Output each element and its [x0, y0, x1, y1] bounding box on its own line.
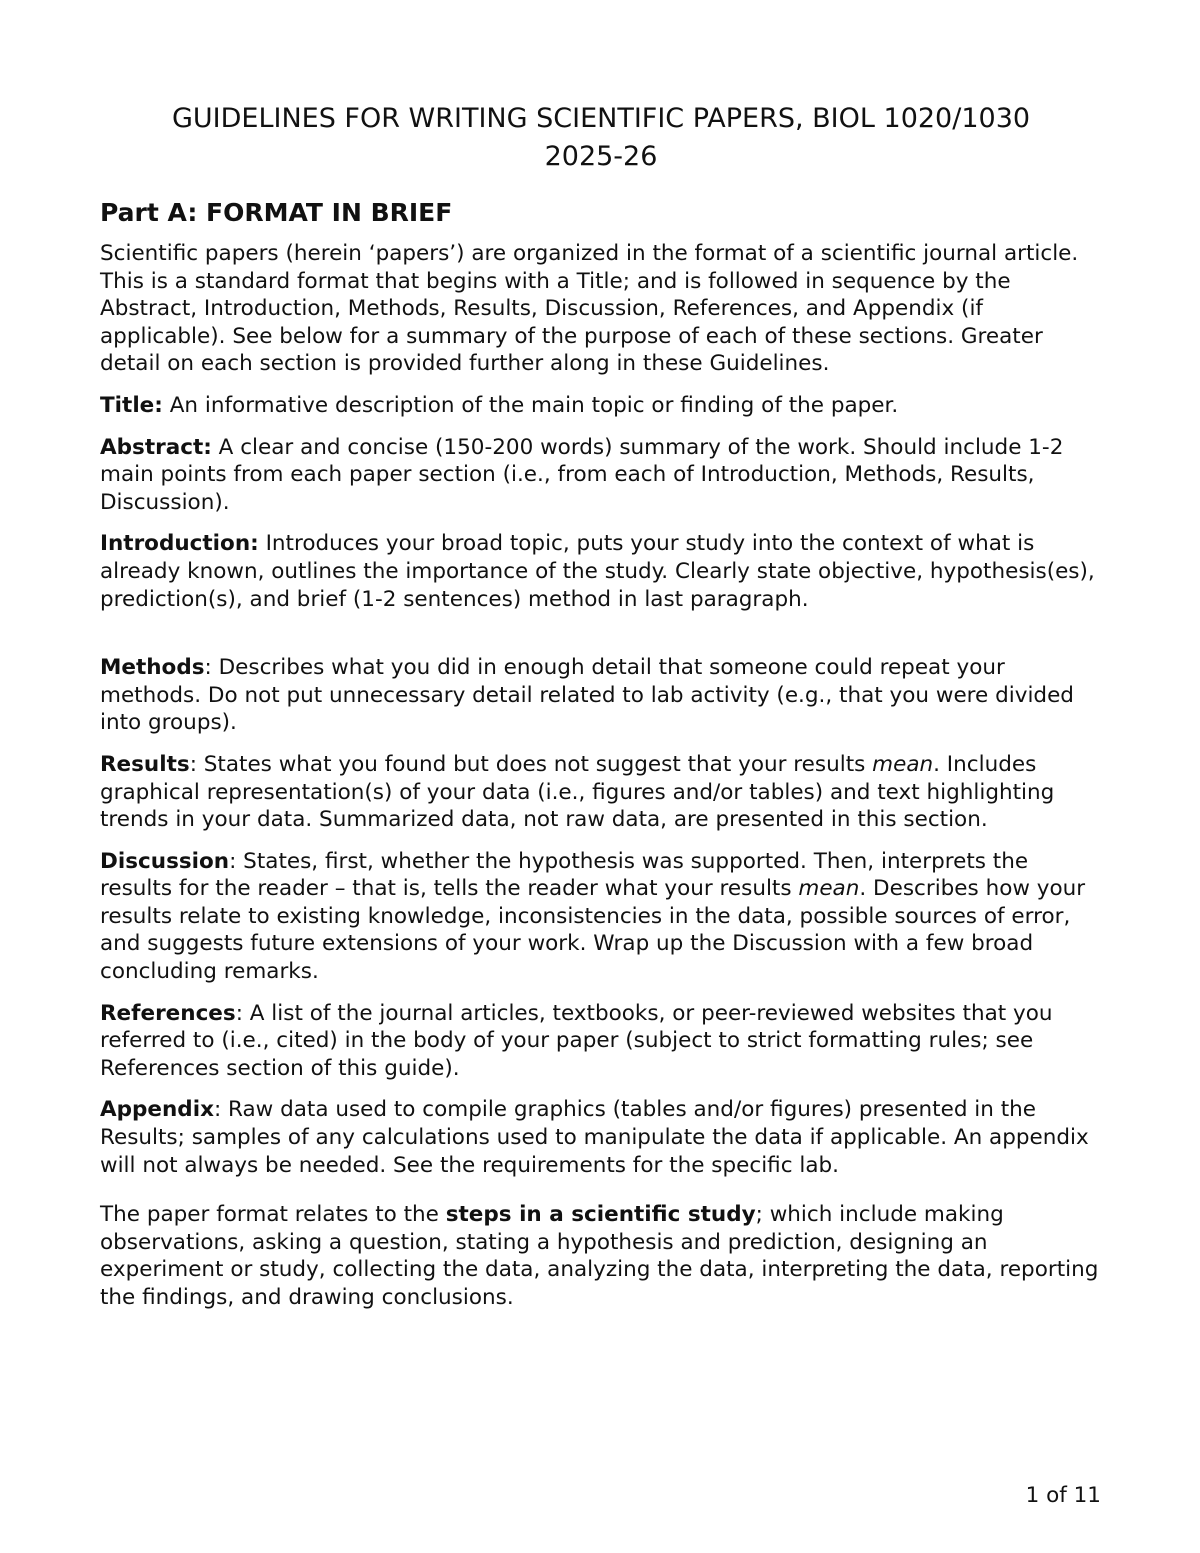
- definition-title: [100, 392, 1102, 420]
- emphasis-discussion: mean: [798, 876, 860, 902]
- definition-appendix: [100, 1096, 1102, 1179]
- term-discussion: Discussion: [100, 848, 230, 874]
- term-results: Results: [100, 751, 190, 777]
- closing-text-after: ; which include making observations, asking a question, stating a hypothesis and prediction, designing an experiment or study, collecting the data, analyzing the data, interpreting the data, reporting the findings, and drawing conclusions.: [100, 1202, 1099, 1310]
- closing-bold: steps in a scientific study: [445, 1202, 756, 1228]
- section-heading: Part A: FORMAT IN BRIEF: [100, 198, 453, 227]
- text-appendix: : Raw data used to compile graphics (tables and/or figures) presented in the Results; samples of any calculations used to manipulate the data if applicable. An appendix will not always be needed. See the requirements for the specific lab.: [100, 1097, 1089, 1178]
- term-appendix: Appendix: [100, 1097, 214, 1123]
- definition-references: [100, 1000, 1102, 1083]
- closing-text-before: The paper format relates to the: [100, 1202, 446, 1228]
- text-results-after: . Includes graphical representation(s) of your data (i.e., figures and/or tables) and text highlighting trends in your data. Summarized data, not raw data, are presented in this section.: [100, 751, 1055, 833]
- text-discussion-before: : States, first, whether the hypothesis was supported. Then, interprets the results for the reader – that is, tells the reader what your results: [100, 848, 1029, 902]
- text-results-before: : States what you found but does not suggest that your results: [189, 751, 873, 777]
- title-line-2: 2025-26: [544, 141, 658, 172]
- definition-introduction: [100, 530, 1102, 613]
- term-introduction: Introduction:: [100, 531, 259, 557]
- page-number: 1 of 11: [1025, 1483, 1101, 1508]
- definition-discussion: [100, 848, 1102, 986]
- intro-paragraph: Scientific papers (herein ‘papers’) are organized in the format of a scientific journal article. This is a standard format that begins with a Title; and is followed in sequence by the Abstract, Introduction, Methods, Results, Discussion, References, and Appendix (if applicable). See below for a summary of the purpose of each of these sections. Greater detail on each section is provided further along in these Guidelines.: [100, 241, 1079, 377]
- definition-results: [100, 751, 1102, 834]
- definition-abstract: [100, 434, 1102, 517]
- term-methods: Methods: [100, 655, 205, 681]
- text-abstract: A clear and concise (150-200 words) summary of the work. Should include 1-2 main points from each paper section (i.e., from each of Introduction, Methods, Results, Discussion).: [100, 434, 1064, 515]
- term-references: References: [100, 1000, 236, 1026]
- document-title: [100, 100, 1102, 176]
- text-methods: : Describes what you did in enough detail that someone could repeat your methods. Do not put unnecessary detail related to lab activity (e.g., that you were divided into groups).: [100, 655, 1074, 736]
- text-introduction: Introduces your broad topic, puts your study into the context of what is already known, outlines the importance of the study. Clearly state objective, hypothesis(es), prediction(s), and brief (1-2 sentences) method in last paragraph.: [100, 531, 1095, 612]
- text-discussion-after: . Describes how your results relate to existing knowledge, inconsistencies in the data, possible sources of error, and suggests future extensions of your work. Wrap up the Discussion with a few broad concluding remarks.: [100, 876, 1086, 985]
- title-line-1: GUIDELINES FOR WRITING SCIENTIFIC PAPERS, BIOL 1020/1030: [171, 103, 1031, 134]
- emphasis-results: mean: [872, 751, 934, 777]
- closing-paragraph: [100, 1201, 1102, 1311]
- definition-methods: [100, 654, 1102, 737]
- term-abstract: Abstract:: [100, 434, 212, 460]
- text-references: : A list of the journal articles, textbooks, or peer-reviewed websites that you referred to (i.e., cited) in the body of your paper (subject to strict formatting rules; see References section of this guide).: [100, 1000, 1053, 1081]
- document-page: [100, 100, 1102, 1312]
- text-title: An informative description of the main topic or finding of the paper.: [162, 392, 899, 418]
- term-title: Title:: [100, 392, 163, 418]
